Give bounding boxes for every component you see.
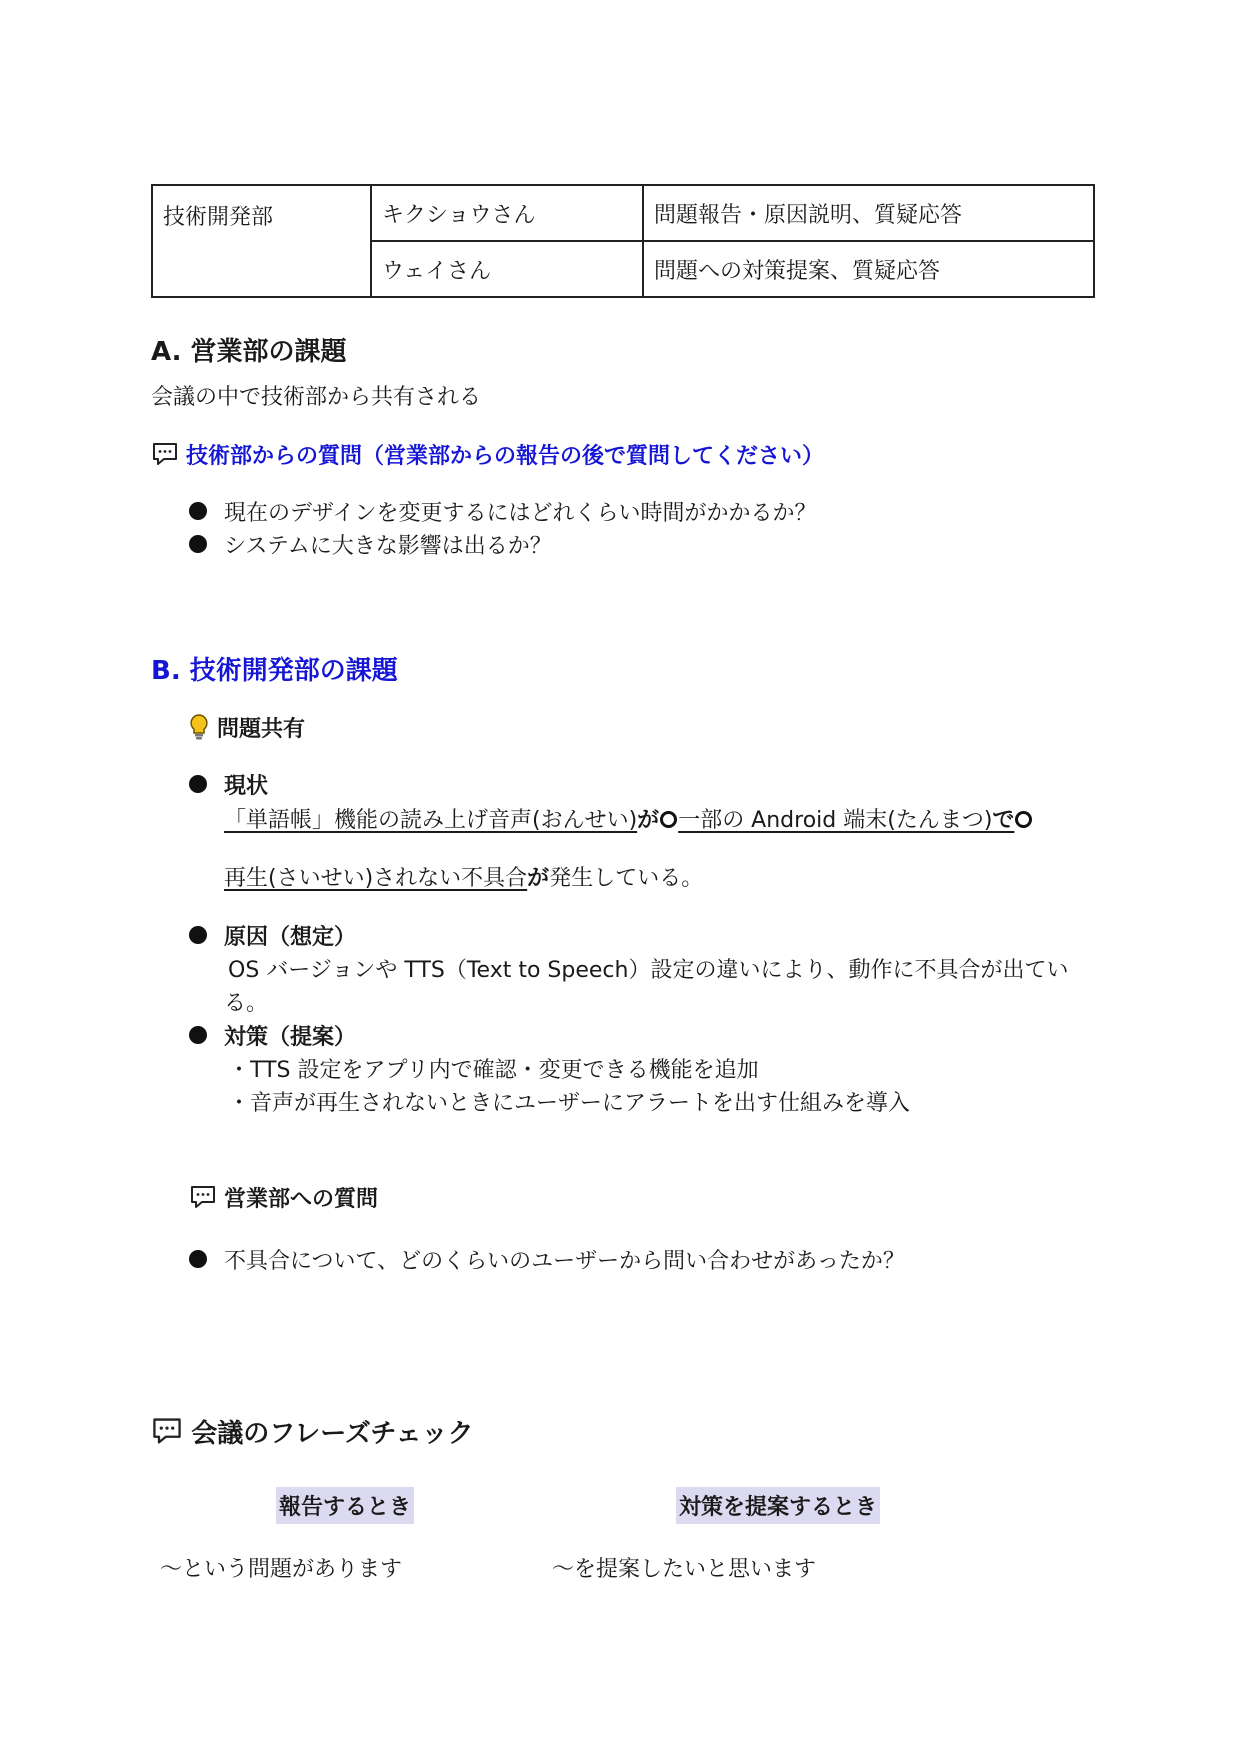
measure-label: 対策（提案）	[224, 1025, 357, 1050]
bullet-dot	[189, 535, 207, 553]
role-cell: 問題への対策提案、質疑応答	[643, 241, 1094, 297]
status-particle: が	[527, 866, 550, 891]
bullet-dot	[189, 775, 207, 793]
phrase-title: 会議のフレーズチェック	[191, 1419, 474, 1449]
dept-cell: 技術開発部	[152, 185, 371, 297]
status-label: 現状	[224, 774, 269, 799]
section-b-title: B. 技術開発部の課題	[151, 656, 398, 686]
role-cell: 問題報告・原因説明、質疑応答	[643, 185, 1094, 241]
phrase-col2-example: 〜を提案したいと思います	[552, 1557, 817, 1582]
measure-item: ・音声が再生されないときにユーザーにアラートを出す仕組みを導入	[228, 1091, 911, 1116]
phrase-col1-label: 報告するとき	[276, 1487, 414, 1524]
status-text: 一部の Android 端末(たんまつ)	[678, 808, 993, 833]
person-cell: ウェイさん	[371, 241, 643, 297]
share-heading: 問題共有	[217, 717, 306, 742]
status-line-1	[224, 803, 1033, 834]
tech-question-heading-row	[151, 439, 824, 473]
phrase-col2-label: 対策を提案するとき	[676, 1487, 880, 1524]
tech-question-heading: 技術部からの質問（営業部からの報告の後で質問してください）	[186, 444, 825, 469]
bullet-dot	[189, 502, 207, 520]
section-a-desc: 会議の中で技術部から共有される	[151, 385, 482, 410]
circle-mark	[1015, 811, 1032, 828]
phrase-title-row	[151, 1413, 474, 1453]
measure-item: ・TTS 設定をアプリ内で確認・変更できる機能を追加	[228, 1058, 759, 1083]
status-particle: で	[992, 808, 1015, 833]
status-particle: が	[637, 808, 660, 833]
roles-table	[151, 184, 1095, 298]
speech-bubble-icon	[151, 441, 179, 473]
phrase-col1-example: 〜という問題があります	[160, 1557, 403, 1582]
section-a-title: A. 営業部の課題	[151, 337, 347, 367]
status-text: 「単語帳」機能の読み上げ音声(おんせい)	[224, 808, 638, 833]
speech-bubble-icon	[189, 1184, 217, 1216]
bullet-dot	[189, 926, 207, 944]
status-text: 再生(さいせい)されない不具合	[224, 866, 528, 891]
list-item: システムに大きな影響は出るか？	[224, 534, 552, 559]
cause-text-line-1: OS バージョンや TTS（Text to Speech）設定の違いにより、動作に不具合が出てい	[228, 958, 1069, 983]
sales-question-heading-row	[189, 1182, 378, 1216]
circle-mark	[660, 811, 677, 828]
status-line-2	[224, 861, 703, 892]
bullet-dot	[189, 1026, 207, 1044]
cause-label: 原因（想定）	[224, 925, 357, 950]
list-item: 不具合について、どのくらいのユーザーから問い合わせがあったか？	[224, 1249, 905, 1274]
list-item: 現在のデザインを変更するにはどれくらい時間がかかるか？	[224, 501, 817, 526]
person-cell: キクショウさん	[371, 185, 643, 241]
cause-text-line-2: る。	[224, 991, 269, 1016]
status-text: 発生している。	[549, 866, 704, 891]
share-heading-row	[188, 712, 305, 747]
light-bulb-icon	[188, 713, 210, 747]
bullet-dot	[189, 1250, 207, 1268]
speech-bubble-icon	[151, 1416, 183, 1453]
table-row	[152, 185, 1094, 241]
sales-question-heading: 営業部への質問	[224, 1187, 379, 1212]
